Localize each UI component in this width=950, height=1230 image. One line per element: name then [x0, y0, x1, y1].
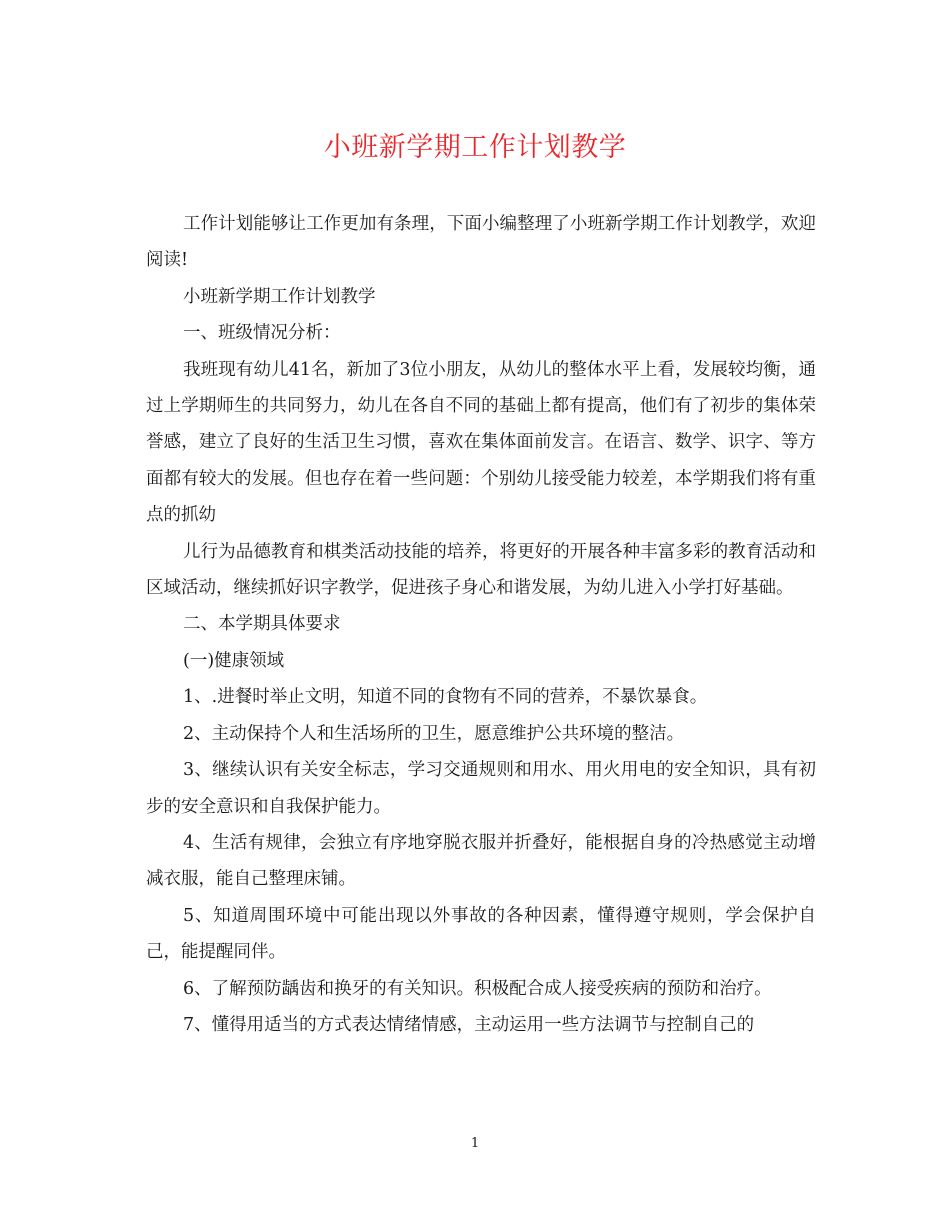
document-body [146, 206, 816, 1043]
list-item-5: 5、知道周围环境中可能出现以外事故的各种因素，懂得遵守规则，学会保护自己，能提醒同伴。 [146, 905, 816, 963]
document-title: 小班新学期工作计划教学 [323, 132, 627, 163]
list-item-6: 6、了解预防龋齿和换牙的有关知识。积极配合成人接受疾病的预防和治疗。 [183, 978, 772, 999]
list-item-1: 1、.进餐时举止文明，知道不同的食物有不同的营养，不暴饮暴食。 [183, 687, 708, 708]
section-heading-requirements: 二、本学期具体要求 [183, 614, 341, 635]
section-heading-class-analysis: 一、班级情况分析： [183, 323, 341, 344]
subtitle-paragraph: 小班新学期工作计划教学 [183, 286, 376, 307]
class-analysis-paragraph: 我班现有幼儿41名，新加了3位小朋友，从幼儿的整体水平上看，发展较均衡，通过上学期师生的共同努力，幼儿在各自不同的基础上都有提高，他们有了初步的集体荣誉感，建立了良好的生活卫生习惯，喜欢在集体面前发言。在语言、数学、识字、等方面都有较大的发展。但也存在着一些问题：个别幼儿接受能力较差，本学期我们将有重点的抓幼 [146, 359, 816, 526]
subsection-heading-health: (一)健康领域 [183, 650, 285, 671]
class-analysis-continued-paragraph: 儿行为品德教育和棋类活动技能的培养，将更好的开展各种丰富多彩的教育活动和区域活动，继续抓好识字教学，促进孩子身心和谐发展，为幼儿进入小学打好基础。 [146, 541, 816, 599]
page-number: 1 [470, 1136, 480, 1151]
list-item-7: 7、懂得用适当的方式表达情绪情感，主动运用一些方法调节与控制自己的 [183, 1014, 755, 1035]
list-item-2: 2、主动保持个人和生活场所的卫生，愿意维护公共环境的整洁。 [183, 723, 685, 744]
intro-paragraph: 工作计划能够让工作更加有条理，下面小编整理了小班新学期工作计划教学，欢迎阅读! [146, 214, 816, 271]
list-item-4: 4、生活有规律，会独立有序地穿脱衣服并折叠好，能根据自身的冷热感觉主动增减衣服，能自己整理床铺。 [146, 832, 816, 890]
list-item-3: 3、继续认识有关安全标志，学习交通规则和用水、用火用电的安全知识，具有初步的安全意识和自我保护能力。 [146, 760, 816, 817]
